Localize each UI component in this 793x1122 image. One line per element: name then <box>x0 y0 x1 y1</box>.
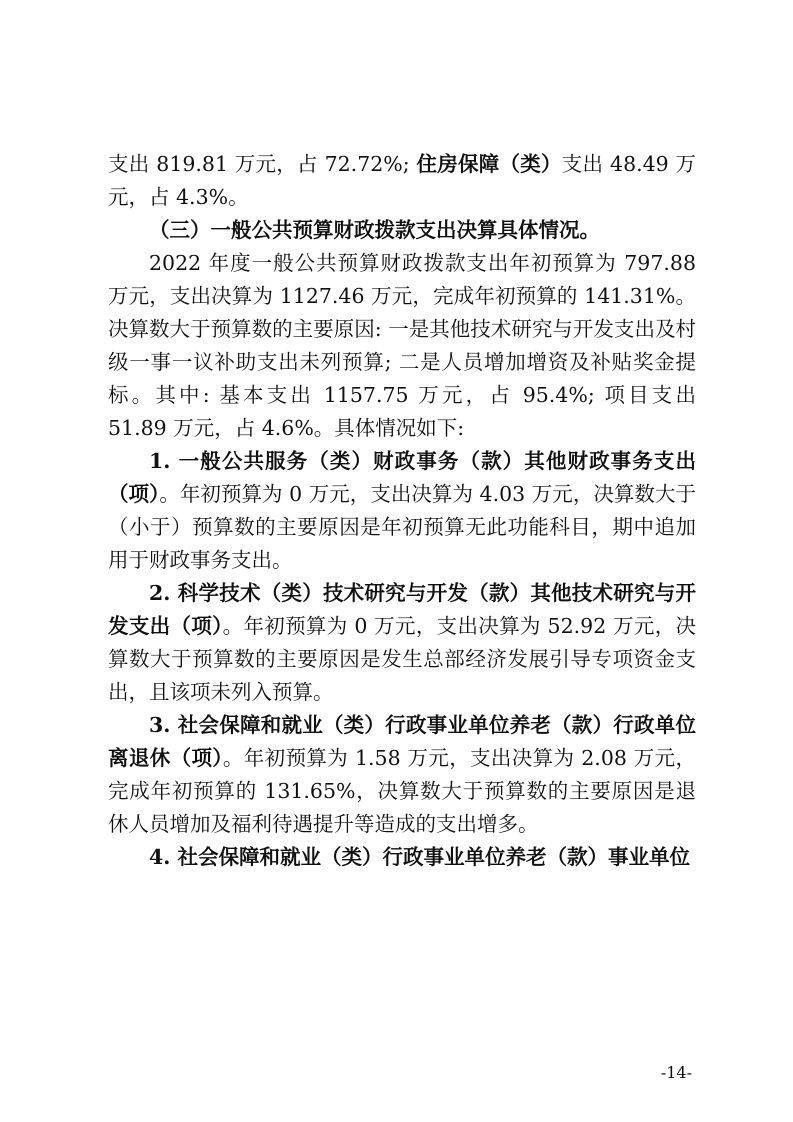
paragraph-item-1 <box>108 445 696 577</box>
item-1-text: 。年初预算为 0 万元，支出决算为 4.03 万元，决算数大于（小于）预算数的主要原因是年初预算无此功能科目，期中追加用于财政事务支出。 <box>108 482 696 572</box>
section-heading: （三）一般公共预算财政拨款支出决算具体情况。 <box>149 218 600 242</box>
text-segment: 支出 819.81 万元，占 72.72%; <box>108 152 417 176</box>
bold-term-housing: 住房保障（类） <box>416 152 562 176</box>
paragraph-overview: 2022 年度一般公共预算财政拨款支出年初预算为 797.88 万元，支出决算为 1127.46 万元，完成年初预算的 141.31%。决算数大于预算数的主要原因: 一是其他技术研究与开发支出及村级一事一议补助支出未列预算; 二是人员增加增资及补贴奖金提标。其中: 基本支出 1157.75 万元，占 95.4%; 项目支出 51.89 万元，占 4.6%。具体情况如下: <box>108 251 696 440</box>
item-3-title: 3. 社会保障和就业（类）行政事业单位养老（款）行政单位离退休（项） <box>108 713 696 770</box>
text-segment: 支出 48.49 万元，占 4.3%。 <box>108 152 696 209</box>
body-text <box>108 148 696 874</box>
page-number: -14- <box>660 1063 692 1082</box>
item-1-title: 1. 一般公共服务（类）财政事务（款）其他财政事务支出（项） <box>108 449 696 506</box>
paragraph-housing-expense <box>108 148 696 214</box>
paragraph-item-2 <box>108 577 696 709</box>
item-2-title: 2. 科学技术（类）技术研究与开发（款）其他技术研究与开发支出（项） <box>108 581 696 638</box>
paragraph-item-4 <box>108 841 696 874</box>
paragraph-item-3 <box>108 709 696 841</box>
item-2-text: 。年初预算为 0 万元，支出决算为 52.92 万元，决算数大于预算数的主要原因是发生总部经济发展引导专项资金支出，且该项未列入预算。 <box>108 614 697 704</box>
item-3-text: 。年初预算为 1.58 万元，支出决算为 2.08 万元，完成年初预算的 131.65%，决算数大于预算数的主要原因是退休人员增加及福利待遇提升等造成的支出增多。 <box>108 746 696 836</box>
item-4-title: 4. 社会保障和就业（类）行政事业单位养老（款）事业单位 <box>149 845 691 869</box>
